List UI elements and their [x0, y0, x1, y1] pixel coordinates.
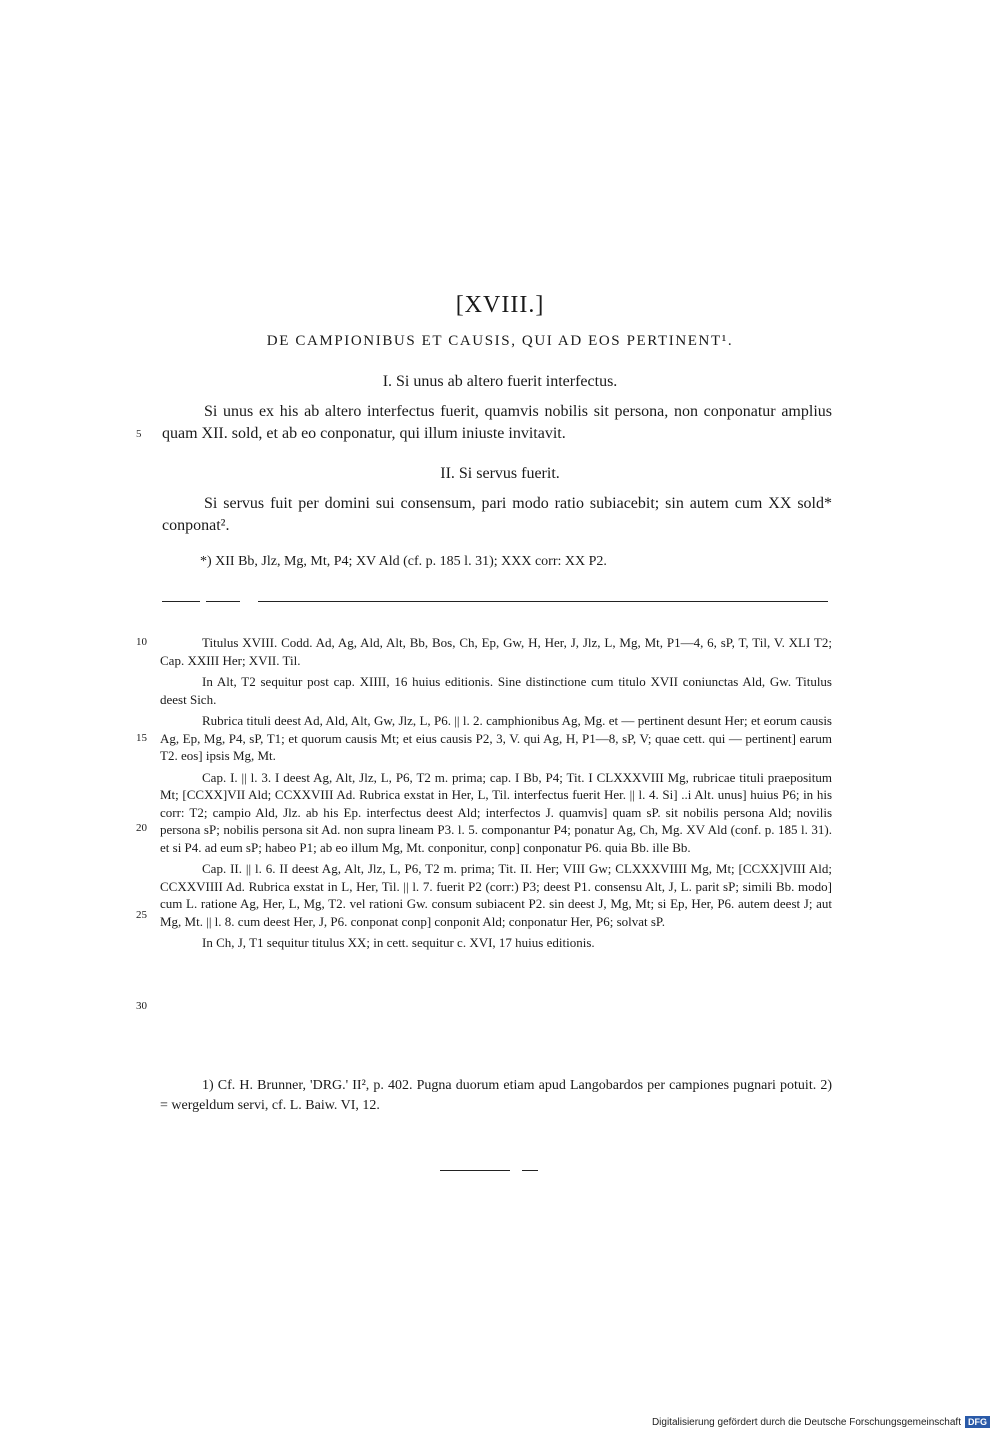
line-number-30: 30 [136, 1000, 147, 1012]
section-2-title: II. Si servus fuerit. [440, 465, 560, 482]
separator-rule [206, 601, 240, 602]
chapter-number: [XVIII.] [455, 292, 545, 318]
line-number-25: 25 [136, 909, 147, 921]
dfg-footer [652, 1416, 990, 1428]
critical-apparatus [160, 634, 832, 956]
apparatus-paragraph: Titulus XVIII. Codd. Ad, Ag, Ald, Alt, Bb, Bos, Ch, Ep, Gw, H, Her, J, Jlz, L, Mg, Mt, P1—4, 6, sP, T, Til, V. XLI T2; Cap. XXIII Her; XVII. Til. [160, 635, 832, 668]
section-1-title: I. Si unus ab altero fuerit interfectus. [382, 373, 618, 390]
section-1-text: Si unus ex his ab altero interfectus fuerit, quamvis nobilis sit persona, non conponatur amplius quam XII. sold, et ab eo conponatur, qui illum iniuste invitavit. [162, 403, 832, 442]
apparatus-paragraph: In Ch, J, T1 sequitur titulus XX; in cett. sequitur c. XVI, 17 huius editionis. [202, 935, 595, 950]
apparatus-paragraph: Cap. II. || l. 6. II deest Ag, Alt, Jlz, L, P6, T2 m. prima; Tit. II. Her; VIII Gw; CLXXXVIIII Mg, Mt; [CCXX]VIII Ald; CCXXVIIII Ad. Rubrica exstat in L, Her, Til. || l. 7. fuerit P2 (corr:) P3; deest P1. consensu Alt, J, L. parit sP; simili Bb. modo] cum L. ratione Ag, Her, L, Mg, T2. vel rationi Gw. consum subiacent P2. sin deest J, Mg, Mt; si Ep, Her, P6. autem deest J; aut Mg, Mt. || l. 8. cum deest Her, J, P6. conponat conp] conponit Ald; conponatur Her, P6; solvat sP. [160, 861, 832, 929]
separator-rule [258, 601, 828, 602]
editor-note: 1) Cf. H. Brunner, 'DRG.' II², p. 402. Pugna duorum etiam apud Langobardos per campiones pugnari potuit. 2) = wergeldum servi, cf. L. Baiw. VI, 12. [160, 1078, 832, 1113]
dfg-credit: Digitalisierung gefördert durch die Deutsche Forschungsgemeinschaft [651, 1416, 961, 1428]
separator-rule [162, 601, 200, 602]
editor-notes [160, 1076, 832, 1116]
apparatus-paragraph: In Alt, T2 sequitur post cap. XIIII, 16 huius editionis. Sine distinctione cum titulo XVII coniunctas Ald, Gw. Titulus deest Sich. [160, 674, 832, 707]
line-number-15: 15 [136, 732, 147, 744]
section-2-text: Si servus fuit per domini sui consensum, pari modo ratio subiacebit; sin autem cum XX sold* conponat². [162, 495, 832, 534]
line-number-5: 5 [136, 428, 142, 440]
separator-rule [440, 1170, 510, 1171]
line-number-10: 10 [136, 636, 147, 648]
apparatus-paragraph: Rubrica tituli deest Ad, Ald, Alt, Gw, Jlz, L, P6. || l. 2. camphionibus Ag, Mg. et — pertinent desunt Her; et eorum causis Ag, Ep, Mg, P4, sP, T1; et quorum causis Mt; et eius causis P2, 3, V. qui Ag, H, P1—8, sP, V; quae cett. qui — pertinent] earum T2. eos] ipsis Mg, Mt. [160, 713, 832, 763]
section-footnote: *) XII Bb, Jlz, Mg, Mt, P4; XV Ald (cf. p. 185 l. 31); XXX corr: XX P2. [200, 554, 607, 569]
separator-rule [522, 1170, 538, 1171]
apparatus-paragraph: Cap. I. || l. 3. I deest Ag, Alt, Jlz, L, P6, T2 m. prima; cap. I Bb, P4; Tit. I CLXXXVIII Mg, rubricae tituli praepositum Mt; [CCXX]VII Ald; CCXXVIII Ad. Rubrica exstat in Her, L, Til. interfectus fuerit Her. || l. 4. Si] ..i Alt. unus] huius P6; in his corr: T2; campio Ald, Jlz. ab his Ep. interfectus deest Ald; interfectos J. quamvis] quam sP. sit nobilis persona Ald; novilis persona sP; nobilis persona sit Ad. non supra lineam P3. l. 5. componantur P4; ponatur Ag, Ch, Mg. XV Ald (conf. p. 185 l. 31). et si P4. ad eum sP; habeo P1; ab eo illum Mg, Mt. conponitur, conp] conponatur P6. quia Bb. ille Bb. [160, 769, 832, 855]
line-number-20: 20 [136, 822, 147, 834]
chapter-title: DE CAMPIONIBUS ET CAUSIS, QUI AD EOS PERTINENT¹. [266, 333, 734, 349]
dfg-logo: DFG [965, 1416, 990, 1428]
